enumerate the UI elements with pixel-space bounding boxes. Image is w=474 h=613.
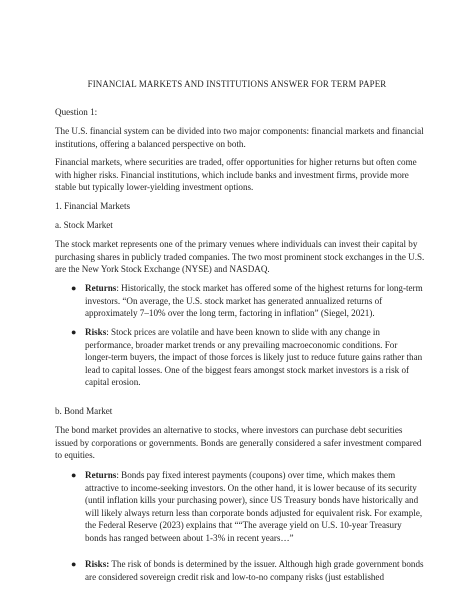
bullet-label: Risks: (85, 559, 110, 569)
bullet-icon: ● (71, 559, 77, 569)
document-title: FINANCIAL MARKETS AND INSTITUTIONS ANSWER FOR TERM PAPER (87, 79, 387, 89)
bullet-icon: ● (71, 283, 77, 293)
stock-market-paragraph: The stock market represents one of the primary venues where individuals can invest their capital by purchasing shares in publicly traded companies. The two most prominent stock exchanges in the U.S. are the New York Stock Exchange (NYSE) and NASDAQ. (55, 239, 425, 275)
bond-market-paragraph: The bond market provides an alternative to stocks, where investors can purchase debt securities issued by corporations or governments. Bonds are generally considered a safer investment compared to equities. (55, 425, 422, 461)
intro-paragraph-2: Financial markets, where securities are traded, offer opportunities for higher returns but often come with higher risks. Financial institutions, which include banks and investment firms, provide more stable but typically lower-yielding investment options. (55, 157, 417, 193)
bullet-icon: ● (71, 470, 77, 480)
bullet-text: : Stock prices are volatile and have been known to slide with any change in performance, broader market trends or any prevailing macroeconomic conditions. For longer-term buyers, the impact of those forces is likely just to reduce future gains rather than lead to capital losses. One of the biggest fears amongst stock market investors is a risk of capital erosion. (85, 327, 423, 388)
bullet-label: Risks (85, 327, 107, 337)
bullet-text: The risk of bonds is determined by the issuer. Although high grade government bonds are considered sovereign credit risk and low-to-no company risks (just established (85, 559, 424, 582)
intro-paragraph-1: The U.S. financial system can be divided into two major components: financial markets and financial institutions, offering a balanced perspective on both. (55, 126, 424, 149)
question-heading: Question 1: (55, 107, 98, 117)
stock-returns-bullet (71, 282, 425, 320)
bullet-label: Returns (85, 470, 117, 480)
stock-risks-bullet (71, 326, 425, 389)
bond-market-heading: b. Bond Market (55, 406, 113, 416)
bullet-text: : Historically, the stock market has offered some of the highest returns for long-term investors. “On average, the U.S. stock market has generated annualized returns of approximately 7–10% over the long term, factoring in inflation” (Siegel, 2021). (85, 283, 423, 319)
bullet-text: : Bonds pay fixed interest payments (coupons) over time, which makes them attractive to income-seeking investors. On the other hand, it is lower because of its security (until inflation kills your purchasing power), since US Treasury bonds have historically and will likely always return less than corporate bonds adjusted for equivalent risk. For example, the Federal Reserve (2023) explains that ““The average yield on U.S. 10-year Treasury bonds has ranged between about 1-3% in recent years…” (85, 470, 423, 543)
bond-returns-bullet (71, 469, 425, 545)
section-heading-financial-markets: 1. Financial Markets (55, 201, 131, 211)
bullet-icon: ● (71, 327, 77, 337)
bond-risks-bullet (71, 558, 425, 583)
stock-market-heading: a. Stock Market (55, 220, 113, 230)
bullet-label: Returns (85, 283, 117, 293)
